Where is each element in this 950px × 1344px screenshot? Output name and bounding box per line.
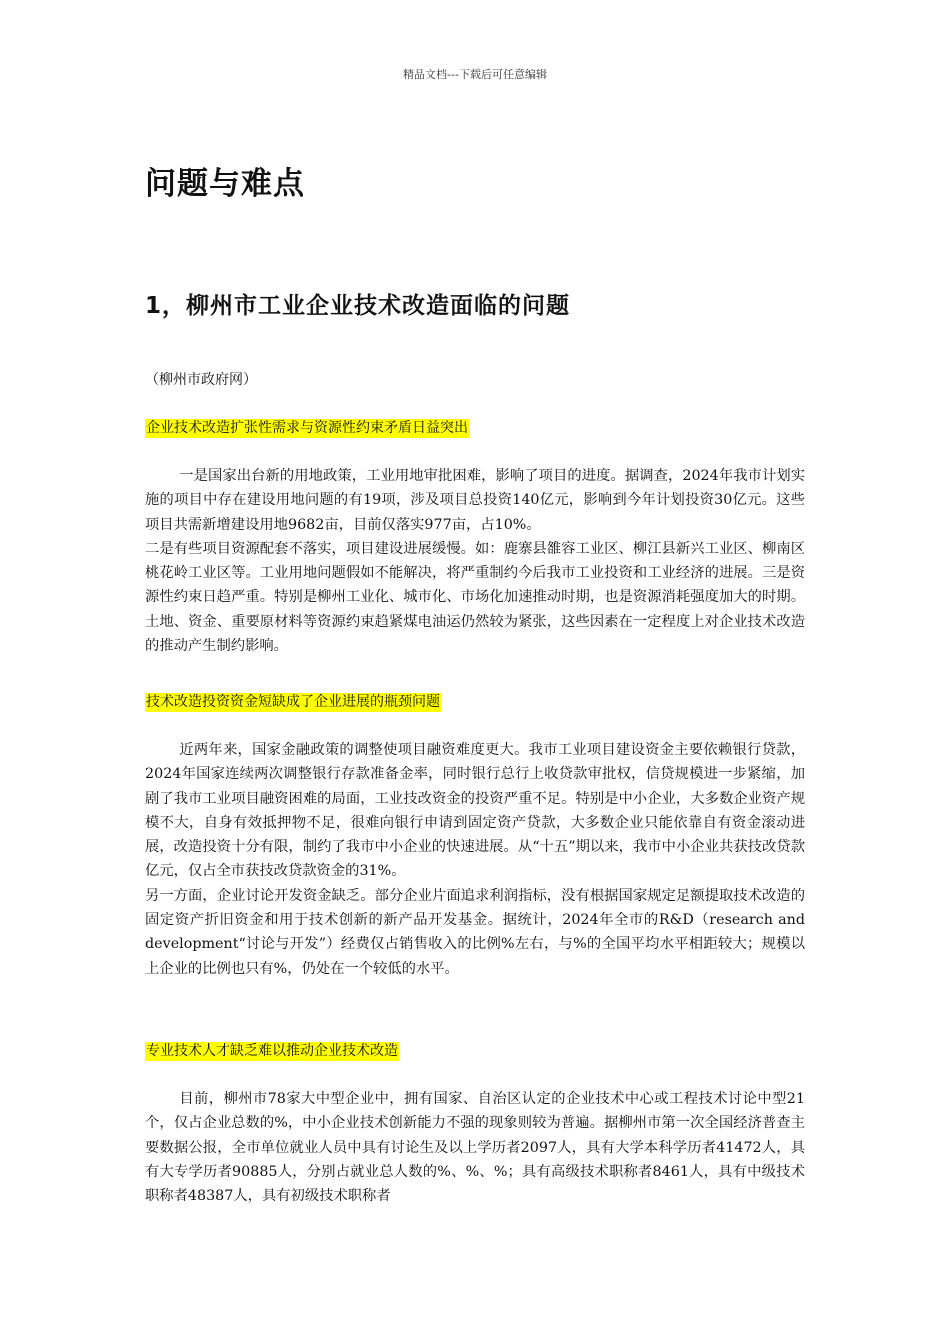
subsection-heading-2: 技术改造投资资金短缺成了企业进展的瓶颈问题 (146, 694, 440, 710)
subsection-body-1 (145, 464, 805, 658)
paragraph: 另一方面，企业讨论开发资金缺乏。部分企业片面追求利润指标，没有根据国家规定足额提取技术改造的固定资产折旧资金和用于技术创新的新产品开发基金。据统计，2024年全市的R&D（research and development“讨论与开发”）经费仅占销售收入的比例%左右，与%的全国平均水平相距较大；规模以上企业的比例也只有%，仍处在一个较低的水平。 (145, 887, 805, 977)
paragraph: 近两年来，国家金融政策的调整使项目融资难度更大。我市工业项目建设资金主要依赖银行贷款，2024年国家连续两次调整银行存款准备金率，同时银行总行上收贷款审批权，信贷规模进一步紧缩，加剧了我市工业项目融资困难的局面，工业技改资金的投资严重不足。特别是中小企业，大多数企业资产规模不大，自身有效抵押物不足，很难向银行申请到固定资产贷款，大多数企业只能依靠自有资金滚动进展，改造投资十分有限，制约了我市中小企业的快速进展。从“十五”期以来，我市中小企业共获技改贷款亿元，仅占全市获技改贷款资金的31%。 (145, 742, 805, 880)
paragraph: 二是有些项目资源配套不落实，项目建设进展缓慢。如：鹿寨县雒容工业区、柳江县新兴工业区、柳南区桃花岭工业区等。工业用地问题假如不能解决，将严重制约今后我市工业投资和工业经济的进展。三是资源性约束日趋严重。特别是柳州工业化、城市化、市场化加速推动时期，也是资源消耗强度加大的时期。土地、资金、重要原材料等资源约束趋紧煤电油运仍然较为紧张，这些因素在一定程度上对企业技术改造的推动产生制约影响。 (145, 540, 805, 655)
paragraph: 一是国家出台新的用地政策，工业用地审批困难，影响了项目的进度。据调查，2024年我市计划实施的项目中存在建设用地问题的有19项，涉及项目总投资140亿元，影响到今年计划投资30亿元。这些项目共需新增建设用地9682亩，目前仅落实977亩，占10%。 (145, 468, 805, 533)
subsection-body-2 (145, 738, 805, 981)
subsection-heading-3: 专业技术人才缺乏难以推动企业技术改造 (146, 1043, 398, 1059)
page-title: 问题与难点 (145, 166, 305, 202)
subsection-body-3 (145, 1087, 805, 1208)
source-note: （柳州市政府网） (145, 372, 257, 388)
section-heading: 1，柳州市工业企业技术改造面临的问题 (145, 293, 571, 319)
paragraph: 目前，柳州市78家大中型企业中，拥有国家、自治区认定的企业技术中心或工程技术讨论中型21个，仅占企业总数的%，中小企业技术创新能力不强的现象则较为普遍。据柳州市第一次全国经济普查主要数据公报，全市单位就业人员中具有讨论生及以上学历者2097人，具有大学本科学历者41472人，具有大专学历者90885人，分别占就业总人数的%、%、%；具有高级技术职称者8461人，具有中级技术职称者48387人，具有初级技术职称者 (145, 1091, 805, 1205)
page-header: 精品文档---下载后可任意编辑 (403, 68, 547, 81)
subsection-heading-1: 企业技术改造扩张性需求与资源性约束矛盾日益突出 (146, 420, 468, 436)
